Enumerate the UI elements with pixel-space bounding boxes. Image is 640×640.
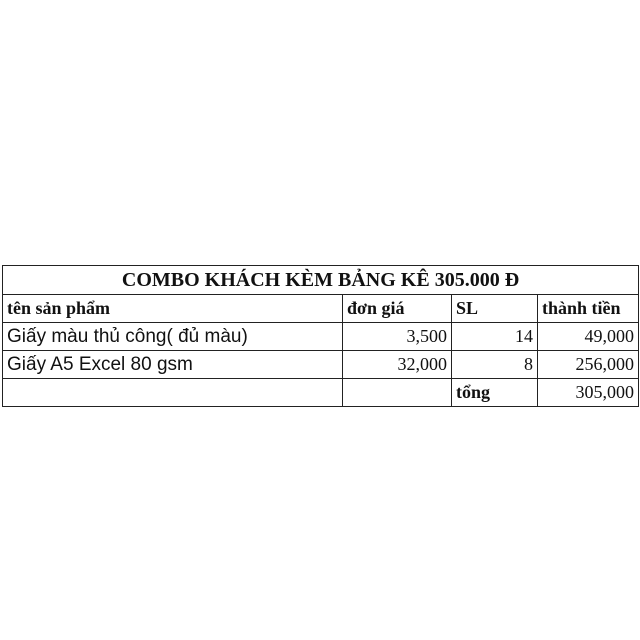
table-row [3,323,639,351]
empty-cell [3,379,343,407]
total-value: 305,000 [538,379,639,407]
unit-price-cell: 3,500 [343,323,452,351]
column-header-amount: thành tiền [538,295,639,323]
product-name-cell: Giấy màu thủ công( đủ màu) [3,323,343,351]
table-title: COMBO KHÁCH KÈM BẢNG KÊ 305.000 Đ [3,266,639,295]
quantity-cell: 14 [452,323,538,351]
table-title-row [3,266,639,295]
table-header-row [3,295,639,323]
table-row [3,351,639,379]
combo-price-table [2,265,639,407]
amount-cell: 256,000 [538,351,639,379]
total-row [3,379,639,407]
column-header-product: tên sản phẩm [3,295,343,323]
product-name-cell: Giấy A5 Excel 80 gsm [3,351,343,379]
column-header-quantity: SL [452,295,538,323]
unit-price-cell: 32,000 [343,351,452,379]
total-label: tổng [452,379,538,407]
quantity-cell: 8 [452,351,538,379]
amount-cell: 49,000 [538,323,639,351]
empty-cell [343,379,452,407]
column-header-unit-price: đơn giá [343,295,452,323]
